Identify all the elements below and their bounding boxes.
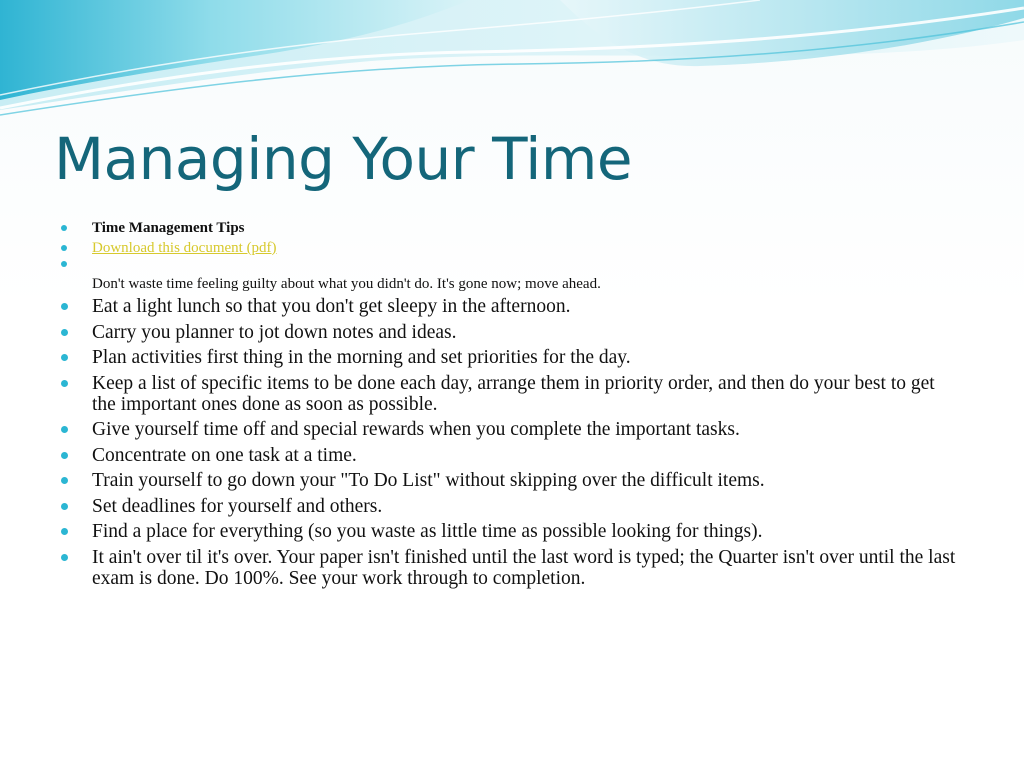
- bullet-dot-icon: [61, 426, 68, 433]
- bullet-dot-icon: [61, 225, 67, 231]
- tip-text: It ain't over til it's over. Your paper isn't finished until the last word is typed; the Quarter isn't over until the last exam is done. Do 100%. See your work through to completion.: [92, 546, 956, 589]
- download-pdf-link[interactable]: Download this document (pdf): [92, 240, 277, 256]
- list-item: [60, 347, 960, 368]
- tip-text: Give yourself time off and special rewards when you complete the important tasks.: [92, 419, 740, 440]
- list-item: [60, 521, 960, 542]
- bullet-dot-icon: [61, 528, 68, 535]
- list-item: [60, 274, 960, 294]
- list-item: [60, 373, 960, 415]
- bullet-dot-icon: [61, 554, 68, 561]
- list-item: [60, 218, 960, 238]
- bullet-dot-icon: [61, 477, 68, 484]
- tip-text: Find a place for everything (so you waste as little time as possible looking for things).: [92, 521, 763, 542]
- slide-title: Managing Your Time: [54, 125, 633, 193]
- list-item: [60, 445, 960, 466]
- bullet-dot-icon: [61, 380, 68, 387]
- tip-text: Keep a list of specific items to be done each day, arrange them in priority order, and then do your best to get the important ones done as soon as possible.: [92, 372, 935, 415]
- list-item: [60, 419, 960, 440]
- tip-text: Train yourself to go down your "To Do List" without skipping over the difficult items.: [92, 470, 765, 491]
- bullet-dot-icon: [61, 245, 67, 251]
- list-item: [60, 470, 960, 491]
- list-item: [60, 547, 960, 589]
- list-item: [60, 238, 960, 258]
- tip-text: Concentrate on one task at a time.: [92, 444, 357, 466]
- tips-heading: Time Management Tips: [92, 220, 245, 236]
- bullet-dot-icon: [61, 503, 68, 510]
- tip-text: Eat a light lunch so that you don't get sleepy in the afternoon.: [92, 296, 571, 317]
- header-wave-decoration: [0, 0, 1024, 130]
- intro-text: Don't waste time feeling guilty about what you didn't do. It's gone now; move ahead.: [92, 276, 601, 292]
- list-item: [60, 296, 960, 317]
- tip-text: Carry you planner to jot down notes and ideas.: [92, 321, 457, 343]
- bullet-dot-icon: [61, 329, 68, 336]
- bullet-dot-icon: [61, 303, 68, 310]
- list-item: [60, 496, 960, 517]
- list-item: [60, 258, 960, 274]
- tips-list: [60, 218, 960, 593]
- tip-text: Plan activities first thing in the morning and set priorities for the day.: [92, 347, 631, 368]
- bullet-dot-icon: [61, 354, 68, 361]
- list-item: [60, 322, 960, 343]
- tip-text: Set deadlines for yourself and others.: [92, 495, 383, 517]
- bullet-dot-icon: [61, 452, 68, 459]
- bullet-dot-icon: [61, 261, 67, 267]
